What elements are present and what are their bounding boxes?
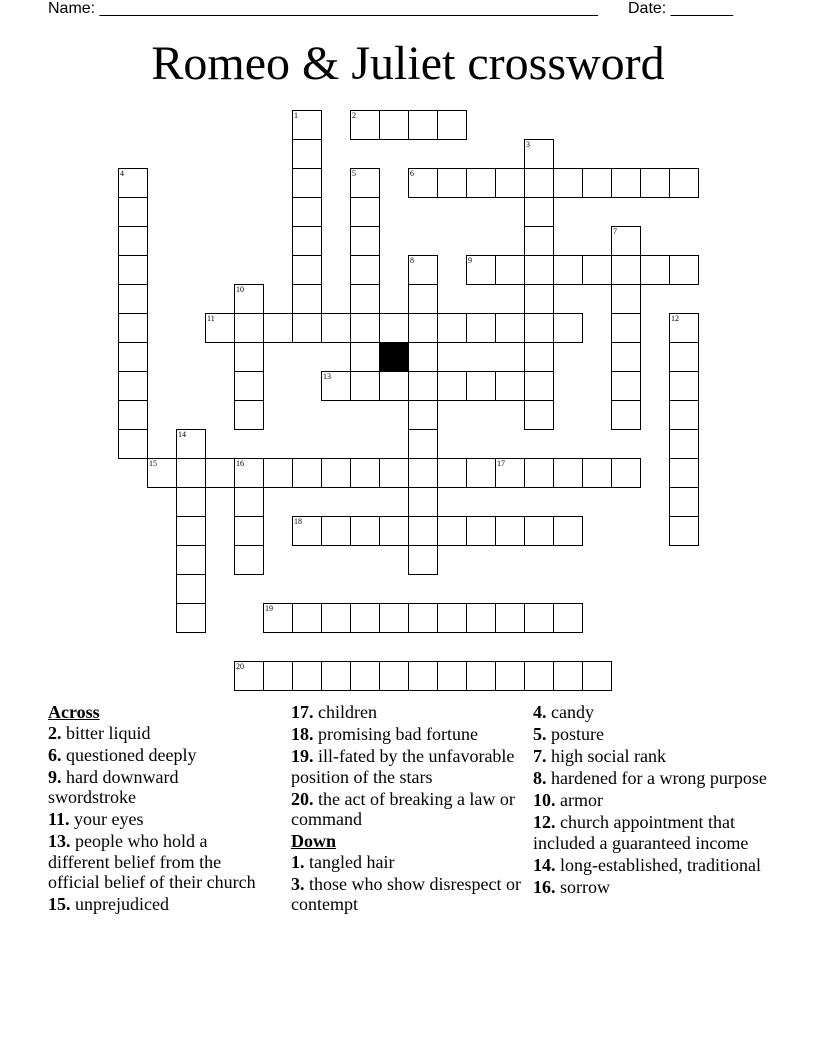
grid-cell[interactable] (118, 400, 148, 430)
grid-cell[interactable] (263, 313, 293, 343)
grid-cell[interactable] (408, 313, 438, 343)
grid-cell[interactable] (582, 458, 612, 488)
grid-cell[interactable] (495, 168, 525, 198)
grid-cell[interactable] (408, 284, 438, 314)
clue-text: hardened for a wrong purpose (546, 768, 767, 788)
grid-cell[interactable] (321, 313, 351, 343)
grid-cell[interactable] (524, 255, 554, 285)
grid-cell[interactable] (640, 168, 670, 198)
grid-cell[interactable] (524, 458, 554, 488)
grid-cell[interactable] (408, 429, 438, 459)
grid-cell[interactable] (234, 545, 264, 575)
grid-cell[interactable] (321, 661, 351, 691)
clue-number: 5. (533, 724, 547, 744)
cell-number: 11 (207, 314, 215, 323)
grid-cell[interactable] (437, 168, 467, 198)
clue-text: bitter liquid (61, 722, 151, 743)
clue-text: your eyes (69, 809, 144, 829)
grid-cell[interactable] (524, 168, 554, 198)
grid-cell[interactable] (611, 284, 641, 314)
grid-cell[interactable] (292, 168, 322, 198)
cell-number: 1 (294, 111, 298, 120)
clue-item (291, 746, 523, 787)
clue-number: 2. (48, 722, 62, 743)
clue-text: church appointment that included a guaranteed income (533, 812, 749, 853)
grid-cell[interactable] (611, 342, 641, 372)
grid-cell[interactable] (176, 545, 206, 575)
clue-text: high social rank (546, 746, 666, 766)
grid-cell[interactable] (611, 226, 641, 256)
grid-cell[interactable] (669, 487, 699, 517)
clue-number: 17. (291, 702, 314, 722)
date-field-label[interactable]: Date: _______ (628, 0, 733, 17)
grid-cell[interactable] (408, 400, 438, 430)
grid-cell[interactable] (350, 371, 380, 401)
clue-number: 10. (533, 790, 556, 810)
grid-cell[interactable] (118, 255, 148, 285)
grid-cell[interactable] (408, 516, 438, 546)
grid-cell[interactable] (408, 342, 438, 372)
grid-cell[interactable] (118, 284, 148, 314)
clue-number: 12. (533, 812, 556, 832)
grid-cell[interactable] (350, 255, 380, 285)
grid-cell[interactable] (524, 342, 554, 372)
clue-text: candy (546, 702, 594, 722)
cell-number: 13 (323, 372, 331, 381)
grid-cell[interactable] (524, 226, 554, 256)
clue-text: the act of breaking a law or command (291, 788, 515, 829)
grid-cell[interactable] (408, 487, 438, 517)
grid-cell[interactable] (350, 284, 380, 314)
grid-cell[interactable] (466, 603, 496, 633)
grid-cell[interactable] (147, 458, 177, 488)
grid-cell[interactable] (292, 516, 322, 546)
grid-cell[interactable] (524, 603, 554, 633)
clue-item (48, 767, 270, 808)
grid-cell[interactable] (466, 168, 496, 198)
grid-cell[interactable] (292, 197, 322, 227)
grid-cell[interactable] (611, 371, 641, 401)
grid-cell[interactable] (495, 255, 525, 285)
grid-cell[interactable] (495, 371, 525, 401)
clue-item (533, 702, 773, 723)
grid-cell[interactable] (553, 661, 583, 691)
clue-text: tangled hair (304, 851, 395, 872)
clue-item (533, 724, 773, 745)
clue-text: long-established, traditional (555, 854, 761, 875)
clue-number: 15. (48, 894, 71, 914)
cell-number: 17 (497, 459, 505, 468)
grid-cell[interactable] (524, 516, 554, 546)
grid-cell[interactable] (292, 110, 322, 140)
cell-number: 5 (352, 169, 356, 178)
grid-cell[interactable] (408, 661, 438, 691)
clue-number: 7. (533, 746, 547, 766)
grid-cell[interactable] (118, 197, 148, 227)
clue-item (48, 894, 270, 915)
grid-cell[interactable] (176, 603, 206, 633)
grid-cell[interactable] (553, 458, 583, 488)
clue-text: people who hold a different belief from the official belief of their church (48, 831, 256, 892)
cell-number: 16 (236, 459, 244, 468)
cell-number: 18 (294, 517, 302, 526)
grid-cell[interactable] (669, 400, 699, 430)
grid-cell[interactable] (379, 661, 409, 691)
grid-cell[interactable] (466, 661, 496, 691)
clue-item (533, 746, 773, 767)
grid-cell[interactable] (408, 110, 438, 140)
grid-cell[interactable] (263, 661, 293, 691)
cell-number: 15 (149, 459, 157, 468)
grid-cell[interactable] (321, 516, 351, 546)
clue-item (291, 724, 523, 745)
across-heading: Across (48, 702, 100, 722)
grid-cell[interactable] (524, 284, 554, 314)
grid-cell[interactable] (205, 313, 235, 343)
cell-number: 4 (120, 169, 124, 178)
grid-cell[interactable] (350, 342, 380, 372)
grid-cell[interactable] (234, 487, 264, 517)
grid-cell[interactable] (437, 603, 467, 633)
grid-cell[interactable] (524, 139, 554, 169)
clue-text: posture (546, 724, 604, 744)
grid-cell[interactable] (176, 429, 206, 459)
grid-cell[interactable] (611, 458, 641, 488)
grid-cell[interactable] (611, 400, 641, 430)
grid-cell[interactable] (321, 458, 351, 488)
grid-cell[interactable] (350, 168, 380, 198)
grid-cell[interactable] (350, 661, 380, 691)
grid-cell[interactable] (524, 197, 554, 227)
clue-item (291, 789, 523, 830)
grid-cell[interactable] (292, 458, 322, 488)
grid-cell[interactable] (350, 603, 380, 633)
grid-cell[interactable] (437, 516, 467, 546)
cell-number: 7 (613, 227, 617, 236)
cell-number: 12 (671, 314, 679, 323)
clue-item (533, 855, 773, 876)
clue-number: 3. (291, 873, 305, 894)
grid-cell[interactable] (292, 284, 322, 314)
grid-cell[interactable] (669, 429, 699, 459)
clues-column-2 (291, 702, 523, 916)
grid-cell[interactable] (379, 110, 409, 140)
grid-cell[interactable] (582, 661, 612, 691)
grid-cell[interactable] (234, 458, 264, 488)
clue-text: hard downward swordstroke (48, 766, 179, 807)
clue-text: those who show disrespect or contempt (291, 873, 521, 914)
grid-cell[interactable] (669, 168, 699, 198)
grid-cell[interactable] (495, 661, 525, 691)
grid-cell[interactable] (321, 371, 351, 401)
clue-number: 8. (533, 768, 547, 788)
down-heading: Down (291, 831, 337, 851)
cell-number: 2 (352, 111, 356, 120)
grid-cell[interactable] (321, 603, 351, 633)
grid-cell[interactable] (176, 487, 206, 517)
clue-item (48, 831, 270, 893)
grid-cell[interactable] (234, 313, 264, 343)
grid-cell[interactable] (640, 255, 670, 285)
grid-cell[interactable] (408, 371, 438, 401)
cell-number: 10 (236, 285, 244, 294)
clue-item (291, 852, 523, 873)
grid-cell[interactable] (234, 400, 264, 430)
grid-cell[interactable] (379, 313, 409, 343)
name-field-label[interactable]: Name: ________________________________________________________ (48, 0, 598, 17)
clue-item (291, 874, 523, 915)
grid-cell[interactable] (553, 255, 583, 285)
clue-number: 16. (533, 876, 556, 897)
grid-cell[interactable] (466, 255, 496, 285)
grid-cell[interactable] (176, 516, 206, 546)
clue-number: 11. (48, 809, 70, 829)
cell-number: 9 (468, 256, 472, 265)
grid-cell[interactable] (437, 371, 467, 401)
clue-item (533, 790, 773, 811)
grid-cell[interactable] (437, 313, 467, 343)
clue-item (48, 723, 270, 744)
grid-cell[interactable] (118, 342, 148, 372)
grid-cell[interactable] (350, 110, 380, 140)
grid-cell[interactable] (408, 603, 438, 633)
grid-cell[interactable] (350, 197, 380, 227)
grid-cell[interactable] (669, 458, 699, 488)
grid-cell[interactable] (466, 313, 496, 343)
grid-cell[interactable] (553, 168, 583, 198)
grid-cell[interactable] (292, 139, 322, 169)
grid-cell[interactable] (553, 516, 583, 546)
grid-cell[interactable] (553, 603, 583, 633)
cell-number: 8 (410, 256, 414, 265)
grid-cell[interactable] (118, 226, 148, 256)
grid-cell[interactable] (350, 226, 380, 256)
clue-text: questioned deeply (61, 744, 197, 765)
clue-item (533, 812, 773, 853)
clue-text: children (313, 702, 377, 722)
grid-cell[interactable] (292, 255, 322, 285)
grid-cell[interactable] (437, 110, 467, 140)
grid-cell[interactable] (495, 516, 525, 546)
grid-cell[interactable] (350, 458, 380, 488)
grid-cell[interactable] (263, 603, 293, 633)
grid-cell[interactable] (408, 458, 438, 488)
grid-cell[interactable] (611, 255, 641, 285)
grid-cell[interactable] (524, 661, 554, 691)
grid-cell[interactable] (379, 371, 409, 401)
grid-cell[interactable] (408, 255, 438, 285)
grid-cell[interactable] (350, 516, 380, 546)
grid-cell[interactable] (524, 313, 554, 343)
clue-number: 20. (291, 788, 314, 809)
clues-column-3 (533, 702, 773, 899)
cell-number: 14 (178, 430, 186, 439)
grid-cell[interactable] (553, 313, 583, 343)
clue-item (533, 877, 773, 898)
clue-text: armor (555, 790, 603, 810)
grid-cell[interactable] (118, 168, 148, 198)
clue-item (48, 745, 270, 766)
grid-cell[interactable] (669, 255, 699, 285)
grid-cell[interactable] (437, 661, 467, 691)
grid-cell[interactable] (292, 313, 322, 343)
grid-cell[interactable] (495, 313, 525, 343)
clue-number: 18. (291, 724, 314, 744)
grid-cell[interactable] (234, 371, 264, 401)
grid-cell[interactable] (176, 574, 206, 604)
clue-item (291, 702, 523, 723)
grid-cell[interactable] (350, 313, 380, 343)
clue-text: ill-fated by the unfavorable position of the stars (291, 746, 515, 787)
cell-number: 3 (526, 140, 530, 149)
clue-text: unprejudiced (70, 894, 169, 914)
grid-cell[interactable] (263, 458, 293, 488)
grid-cell[interactable] (205, 458, 235, 488)
grid-cell[interactable] (669, 313, 699, 343)
grid-cell[interactable] (611, 313, 641, 343)
grid-cell[interactable] (495, 603, 525, 633)
grid-cell[interactable] (118, 429, 148, 459)
clue-item (48, 809, 270, 830)
grid-cell[interactable] (176, 458, 206, 488)
clue-number: 9. (48, 766, 62, 787)
grid-cell[interactable] (437, 458, 467, 488)
grid-cell[interactable] (669, 516, 699, 546)
cell-number: 19 (265, 604, 273, 613)
clues-column-1 (48, 702, 270, 916)
grid-cell[interactable] (466, 458, 496, 488)
clue-text: sorrow (555, 876, 610, 897)
shaded-block-cell (379, 342, 409, 372)
grid-cell[interactable] (408, 168, 438, 198)
grid-cell[interactable] (669, 342, 699, 372)
grid-cell[interactable] (466, 371, 496, 401)
clue-number: 13. (48, 831, 71, 851)
clue-item (533, 768, 773, 789)
grid-cell[interactable] (379, 603, 409, 633)
grid-cell[interactable] (234, 516, 264, 546)
clue-text: promising bad fortune (313, 724, 478, 744)
grid-cell[interactable] (495, 458, 525, 488)
grid-cell[interactable] (466, 516, 496, 546)
grid-cell[interactable] (118, 313, 148, 343)
grid-cell[interactable] (379, 516, 409, 546)
grid-cell[interactable] (408, 545, 438, 575)
grid-cell[interactable] (582, 168, 612, 198)
clue-number: 19. (291, 746, 314, 766)
grid-cell[interactable] (524, 371, 554, 401)
clue-number: 14. (533, 854, 556, 875)
grid-cell[interactable] (669, 371, 699, 401)
grid-cell[interactable] (292, 661, 322, 691)
cell-number: 20 (236, 662, 244, 671)
grid-cell[interactable] (234, 284, 264, 314)
cell-number: 6 (410, 169, 414, 178)
grid-cell[interactable] (611, 168, 641, 198)
page-title: Romeo & Juliet crossword (151, 37, 665, 90)
grid-cell[interactable] (292, 226, 322, 256)
clue-number: 1. (291, 851, 305, 872)
grid-cell[interactable] (582, 255, 612, 285)
grid-cell[interactable] (234, 661, 264, 691)
grid-cell[interactable] (292, 603, 322, 633)
grid-cell[interactable] (379, 458, 409, 488)
grid-cell[interactable] (524, 400, 554, 430)
grid-cell[interactable] (118, 371, 148, 401)
clue-number: 4. (533, 702, 547, 722)
clue-number: 6. (48, 744, 62, 765)
grid-cell[interactable] (234, 342, 264, 372)
